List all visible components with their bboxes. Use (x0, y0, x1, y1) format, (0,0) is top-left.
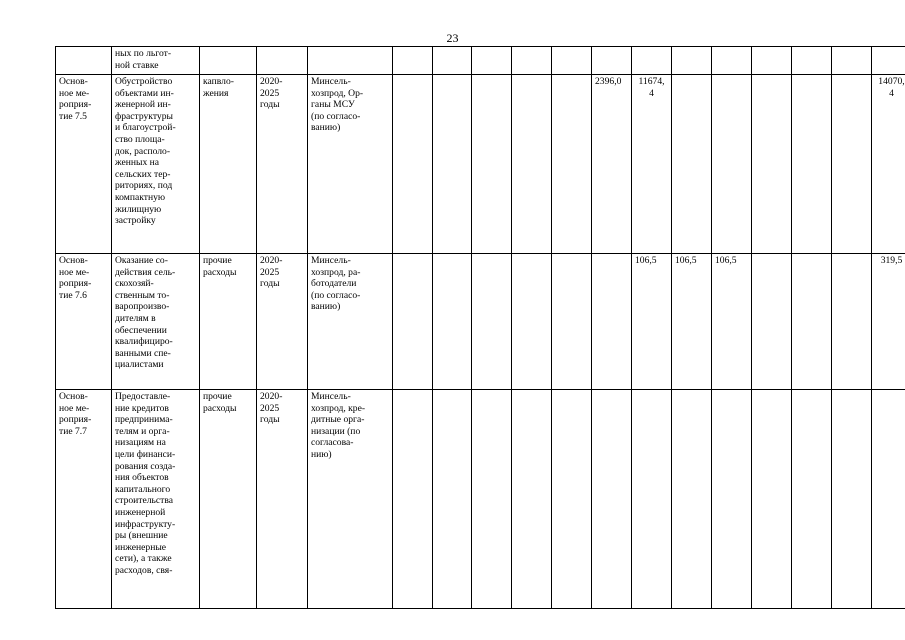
value-cell: 106,5 (712, 254, 752, 390)
value-cell (512, 254, 552, 390)
table-row (56, 47, 905, 75)
value-cell (792, 254, 832, 390)
value-cell (472, 47, 512, 75)
description-cell: Оказание со- действия сель- скохозяй- ственным то- варопроизво- дителям в обеспечении квалифициро- ванными спе- циалистами (112, 254, 200, 390)
table-row (56, 75, 905, 254)
description-cell: ных по льгот- ной ставке (112, 47, 200, 75)
value-cell (632, 390, 672, 609)
expense-type-cell: прочие расходы (200, 254, 257, 390)
value-cell (592, 254, 632, 390)
measure-cell: Основ- ное ме- роприя- тие 7.6 (56, 254, 112, 390)
value-cell (512, 47, 552, 75)
value-cell (872, 47, 905, 75)
value-cell: 2396,0 (592, 75, 632, 254)
value-cell (832, 254, 872, 390)
value-cell (433, 254, 472, 390)
table-row (56, 254, 905, 390)
value-cell (792, 75, 832, 254)
value-cell (472, 390, 512, 609)
value-cell: 319,5 (872, 254, 905, 390)
value-cell (433, 75, 472, 254)
value-cell (472, 254, 512, 390)
value-cell (672, 390, 712, 609)
program-table (55, 46, 905, 609)
value-cell: 106,5 (632, 254, 672, 390)
value-cell (592, 47, 632, 75)
value-cell (592, 390, 632, 609)
value-cell (792, 47, 832, 75)
value-cell (393, 390, 433, 609)
value-cell (512, 75, 552, 254)
executor-cell: Минсель- хозпрод, кре- дитные орга- низации (по согласова- нию) (308, 390, 393, 609)
executor-cell: Минсель- хозпрод, Ор- ганы МСУ (по согласо- ванию) (308, 75, 393, 254)
value-cell: 14070, 4 (872, 75, 905, 254)
table-row (56, 390, 905, 609)
value-cell (393, 75, 433, 254)
measure-cell (56, 47, 112, 75)
value-cell (632, 47, 672, 75)
value-cell (552, 47, 592, 75)
value-cell (552, 390, 592, 609)
value-cell (433, 47, 472, 75)
value-cell (393, 47, 433, 75)
description-cell: Предоставле- ние кредитов предпринима- телям и орга- низациям на цели финанси- рования созда- ния объектов капитального строительства инженерной инфраструкту- ры (внешние инженерные сети), а также расходов, свя- (112, 390, 200, 609)
value-cell (672, 75, 712, 254)
measure-cell: Основ- ное ме- роприя- тие 7.7 (56, 390, 112, 609)
value-cell: 11674, 4 (632, 75, 672, 254)
description-cell: Обустройство объектами ин- женерной ин- фраструктуры и благоустрой- ство площа- док, располо- женных на сельских тер- риториях, под компактную жилищную застройку (112, 75, 200, 254)
value-cell: 106,5 (672, 254, 712, 390)
value-cell (712, 47, 752, 75)
value-cell (472, 75, 512, 254)
period-cell (257, 47, 308, 75)
value-cell (752, 254, 792, 390)
value-cell (512, 390, 552, 609)
period-cell: 2020- 2025 годы (257, 390, 308, 609)
executor-cell: Минсель- хозпрод, ра- ботодатели (по согласо- ванию) (308, 254, 393, 390)
measure-cell: Основ- ное ме- роприя- тие 7.5 (56, 75, 112, 254)
value-cell (752, 47, 792, 75)
value-cell (832, 47, 872, 75)
value-cell (433, 390, 472, 609)
value-cell (792, 390, 832, 609)
executor-cell (308, 47, 393, 75)
expense-type-cell: прочие расходы (200, 390, 257, 609)
value-cell (712, 75, 752, 254)
period-cell: 2020- 2025 годы (257, 254, 308, 390)
value-cell (752, 390, 792, 609)
value-cell (832, 390, 872, 609)
value-cell (552, 254, 592, 390)
value-cell (552, 75, 592, 254)
value-cell (752, 75, 792, 254)
page-number: 23 (446, 31, 459, 45)
value-cell (393, 254, 433, 390)
value-cell (712, 390, 752, 609)
value-cell (832, 75, 872, 254)
value-cell (872, 390, 905, 609)
table-body (56, 47, 905, 609)
expense-type-cell (200, 47, 257, 75)
value-cell (672, 47, 712, 75)
period-cell: 2020- 2025 годы (257, 75, 308, 254)
expense-type-cell: капвло- жения (200, 75, 257, 254)
